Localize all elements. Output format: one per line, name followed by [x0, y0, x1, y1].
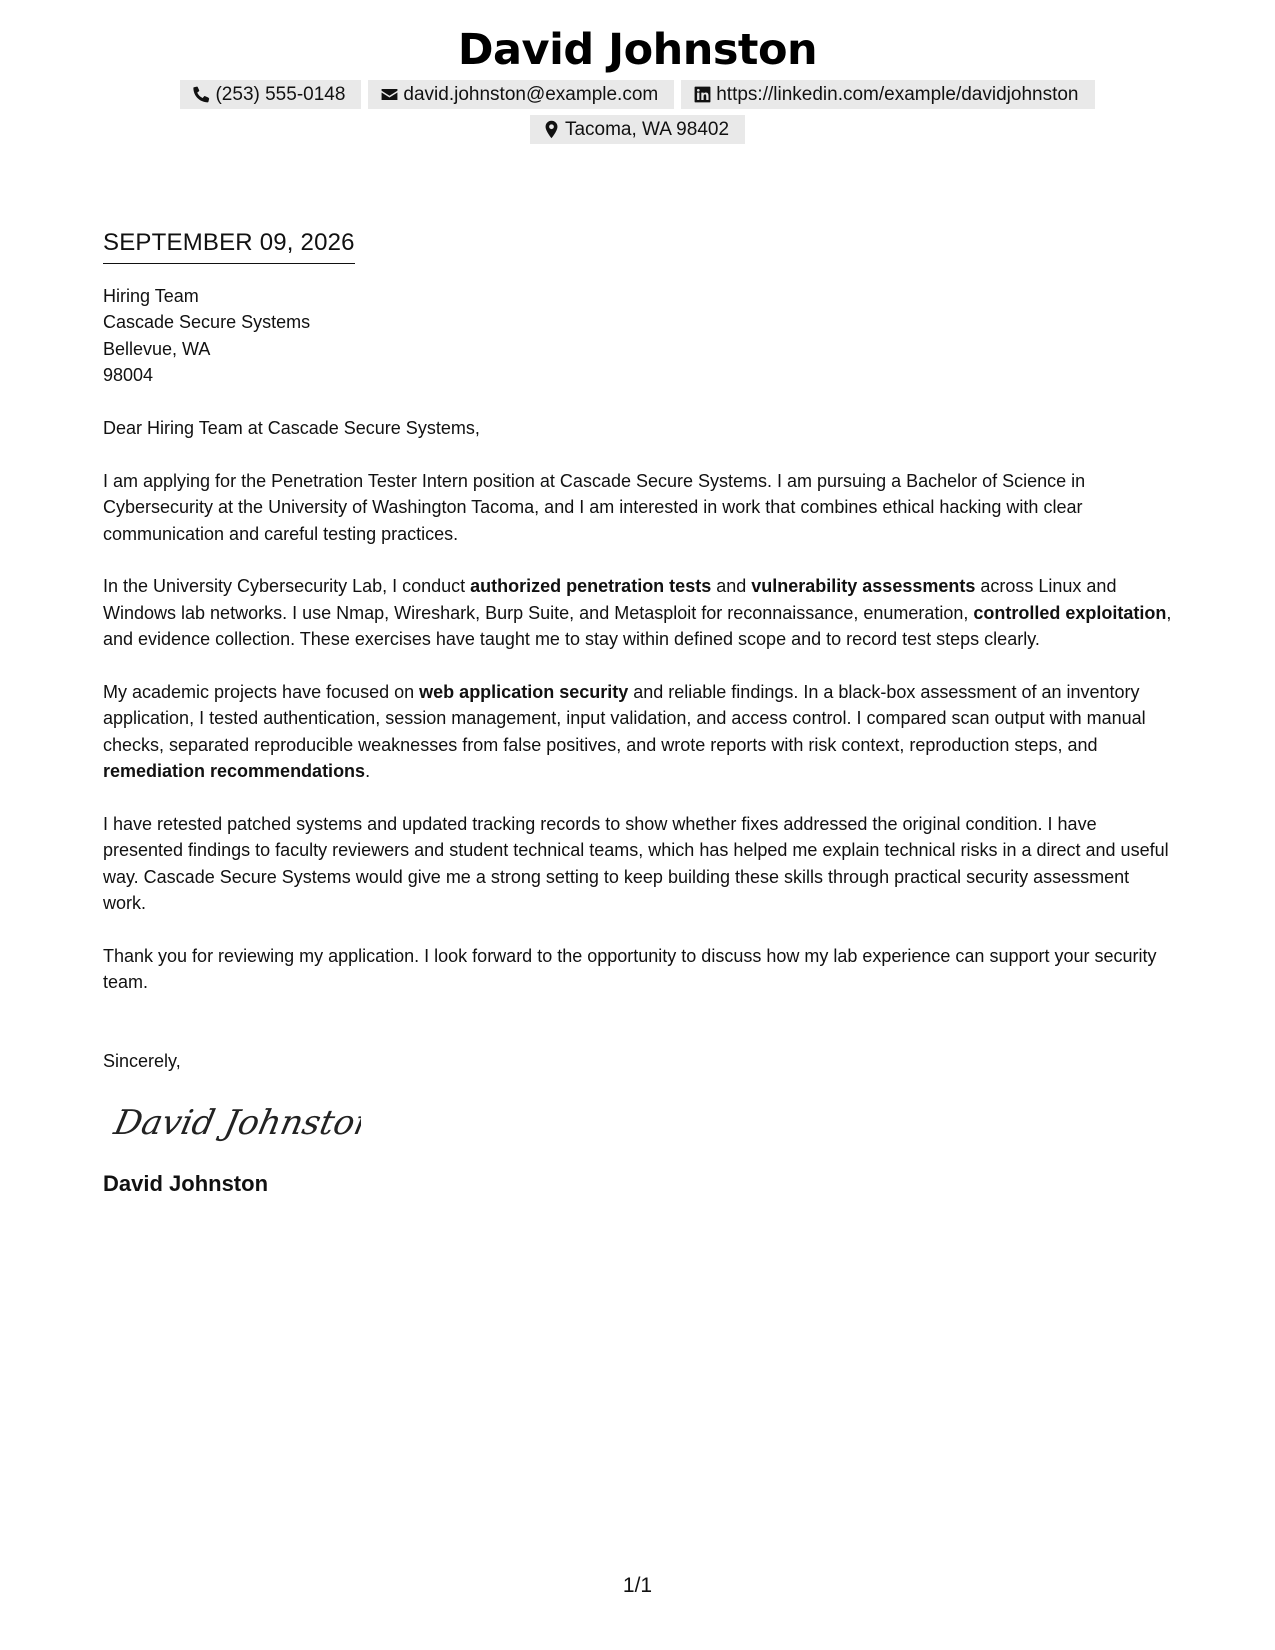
linkedin-chip[interactable] — [681, 80, 1094, 109]
recipient-line: 98004 — [103, 364, 154, 385]
text-run: In the University Cybersecurity Lab, I conduct — [103, 576, 471, 597]
recipient-line: Bellevue, WA — [103, 338, 211, 359]
text-run: across Linux and Windows lab networks. I use Nmap, Wireshark, Burp Suite, and Metasploit for reconnaissance, enumeration, — [103, 576, 1117, 623]
phone-icon — [192, 85, 211, 104]
text-run: , and evidence collection. These exercises have taught me to stay within defined scope and to record test steps clearly. — [103, 602, 1172, 650]
email-text: david.johnston@example.com — [403, 83, 659, 105]
linkedin-text: https://linkedin.com/example/davidjohnston — [716, 83, 1079, 105]
paragraph-lab — [103, 573, 1173, 653]
recipient-line: Hiring Team — [103, 286, 199, 306]
location-text: Tacoma, WA 98402 — [564, 118, 730, 140]
email-chip[interactable] — [368, 80, 674, 109]
phone-chip[interactable] — [180, 80, 361, 109]
applicant-name: David Johnston — [457, 25, 818, 75]
recipient-line: Cascade Secure Systems — [103, 312, 311, 333]
letter-date: SEPTEMBER 09, 2026 — [103, 226, 355, 264]
bold-run: vulnerability assessments — [751, 576, 976, 597]
letter-body — [103, 226, 1173, 1198]
greeting: Dear Hiring Team at Cascade Secure Systems, — [103, 418, 480, 439]
text-run: and — [711, 576, 752, 597]
signed-name: David Johnston — [103, 1171, 269, 1197]
signature-text: David Johnston — [111, 1103, 361, 1144]
bold-run: authorized penetration tests — [470, 576, 712, 597]
signature — [111, 1094, 1173, 1150]
location-chip[interactable] — [530, 115, 745, 144]
text-run: . — [365, 761, 371, 782]
map-pin-icon — [542, 120, 561, 139]
paragraph-retesting: I have retested patched systems and updated tracking records to show whether fixes addressed the original condition. I have presented findings to faculty reviewers and student technical teams, which has helped me explain technical risks in a direct and useful way. Cascade Secure Systems would give me a strong setting to keep building these skills through practical security assessment work. — [103, 813, 1169, 914]
linkedin-icon — [693, 85, 712, 104]
page-number: 1/1 — [622, 1574, 653, 1597]
letter-header — [0, 22, 1275, 144]
closing: Sincerely, — [103, 1050, 181, 1071]
paragraph-projects — [103, 679, 1173, 785]
contact-row-2 — [0, 115, 1275, 144]
envelope-icon — [380, 85, 399, 104]
phone-text: (253) 555-0148 — [215, 83, 346, 105]
paragraph-intro: I am applying for the Penetration Tester Intern position at Cascade Secure Systems. I am pursuing a Bachelor of Science in Cybersecurity at the University of Washington Tacoma, and I am interested in work that combines ethical hacking with clear communication and careful testing practices. — [103, 470, 1086, 544]
text-run: and reliable findings. In a black-box assessment of an inventory application, I tested authentication, session management, input validation, and access control. I compared scan output with manual checks, separated reproducible weaknesses from false positives, and wrote reports with risk context, reproduction steps, and — [103, 681, 1146, 755]
handwritten-signature — [111, 1094, 361, 1150]
contact-row-1 — [0, 80, 1275, 109]
paragraph-thanks: Thank you for reviewing my application. I look forward to the opportunity to discuss how my lab experience can support your security team. — [103, 945, 1157, 993]
bold-run: controlled exploitation — [973, 602, 1167, 623]
text-run: My academic projects have focused on — [103, 681, 420, 702]
bold-run: web application security — [419, 681, 629, 702]
recipient-block — [103, 283, 1173, 388]
bold-run: remediation recommendations — [103, 761, 366, 782]
